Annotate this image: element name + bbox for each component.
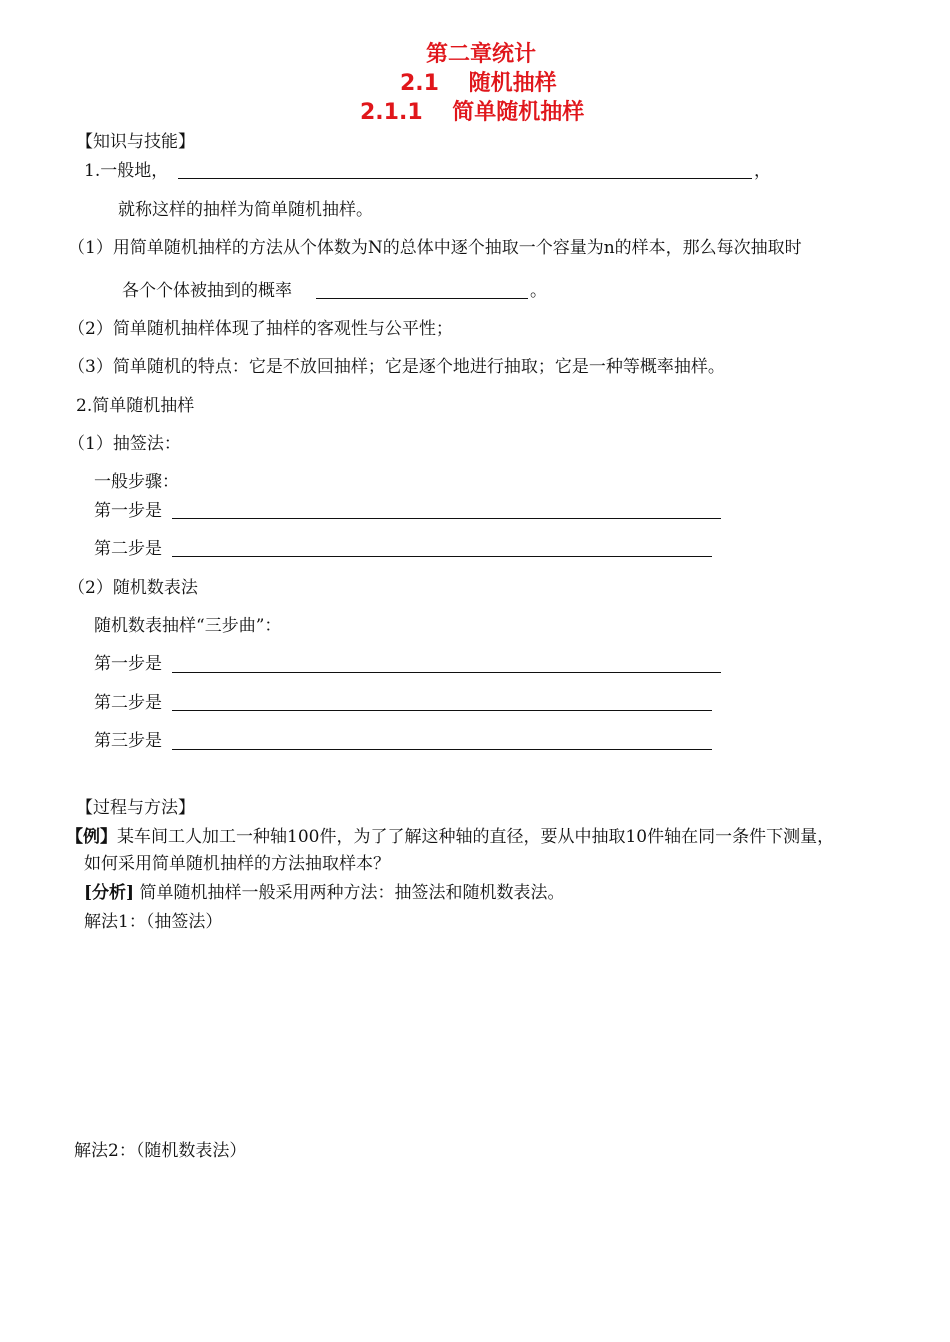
analysis-line (84, 885, 565, 902)
example-tag: 【例】 (66, 827, 117, 847)
lottery-heading: （1）抽签法： (68, 434, 181, 454)
probability-blank[interactable] (316, 298, 528, 299)
example-line2: 如何采用简单随机抽样的方法抽取样本？ (84, 854, 390, 874)
table-step1-label: 第一步是 (94, 654, 162, 674)
item2-heading: 2.简单随机抽样 (76, 396, 195, 416)
table-step2-blank[interactable] (172, 710, 712, 711)
solution2-label: 解法2：（随机数表法） (74, 1141, 247, 1161)
point2: （2）简单随机抽样体现了抽样的客观性与公平性； (68, 319, 453, 339)
lottery-step2-label: 第二步是 (94, 539, 162, 559)
subsection-title: 2.1.1 简单随机抽样 (360, 100, 585, 125)
point1-line1: （1）用简单随机抽样的方法从个体数为N的总体中逐个抽取一个容量为n的样本，那么每次抽取时 (68, 238, 802, 258)
random-table-heading: （2）随机数表法 (68, 578, 198, 598)
lottery-step1-label: 第一步是 (94, 501, 162, 521)
example-line1 (66, 829, 834, 846)
three-steps-label: 随机数表抽样“三步曲”： (94, 616, 282, 636)
point3: （3）简单随机的特点：它是不放回抽样；它是逐个地进行抽取；它是一种等概率抽样。 (68, 357, 725, 377)
table-step1-blank[interactable] (172, 672, 721, 673)
item1-suffix: ， (754, 161, 771, 181)
knowledge-heading: 【知识与技能】 (76, 132, 195, 152)
process-heading: 【过程与方法】 (76, 798, 195, 818)
analysis-text: 简单随机抽样一般采用两种方法：抽签法和随机数表法。 (134, 883, 565, 903)
analysis-tag: [分析] (84, 883, 135, 903)
item1-prefix: 1.一般地， (84, 161, 169, 181)
example-text: 某车间工人加工一种轴100件，为了了解这种轴的直径，要从中抽取10件轴在同一条件下测量， (117, 827, 835, 847)
table-step2-label: 第二步是 (94, 693, 162, 713)
item1-blank[interactable] (178, 178, 752, 179)
table-step3-blank[interactable] (172, 749, 712, 750)
solution1-label: 解法1：（抽签法） (84, 912, 223, 932)
item1-definition: 就称这样的抽样为简单随机抽样。 (118, 200, 373, 220)
chapter-title: 第二章统计 (426, 42, 537, 67)
section-title: 2.1 随机抽样 (400, 71, 557, 96)
lottery-step2-blank[interactable] (172, 556, 712, 557)
lottery-step1-blank[interactable] (172, 518, 721, 519)
general-steps: 一般步骤： (94, 472, 179, 492)
point1-line2-prefix: 各个个体被抽到的概率 (122, 281, 292, 301)
point1-line2-suffix: 。 (530, 281, 547, 301)
table-step3-label: 第三步是 (94, 731, 162, 751)
